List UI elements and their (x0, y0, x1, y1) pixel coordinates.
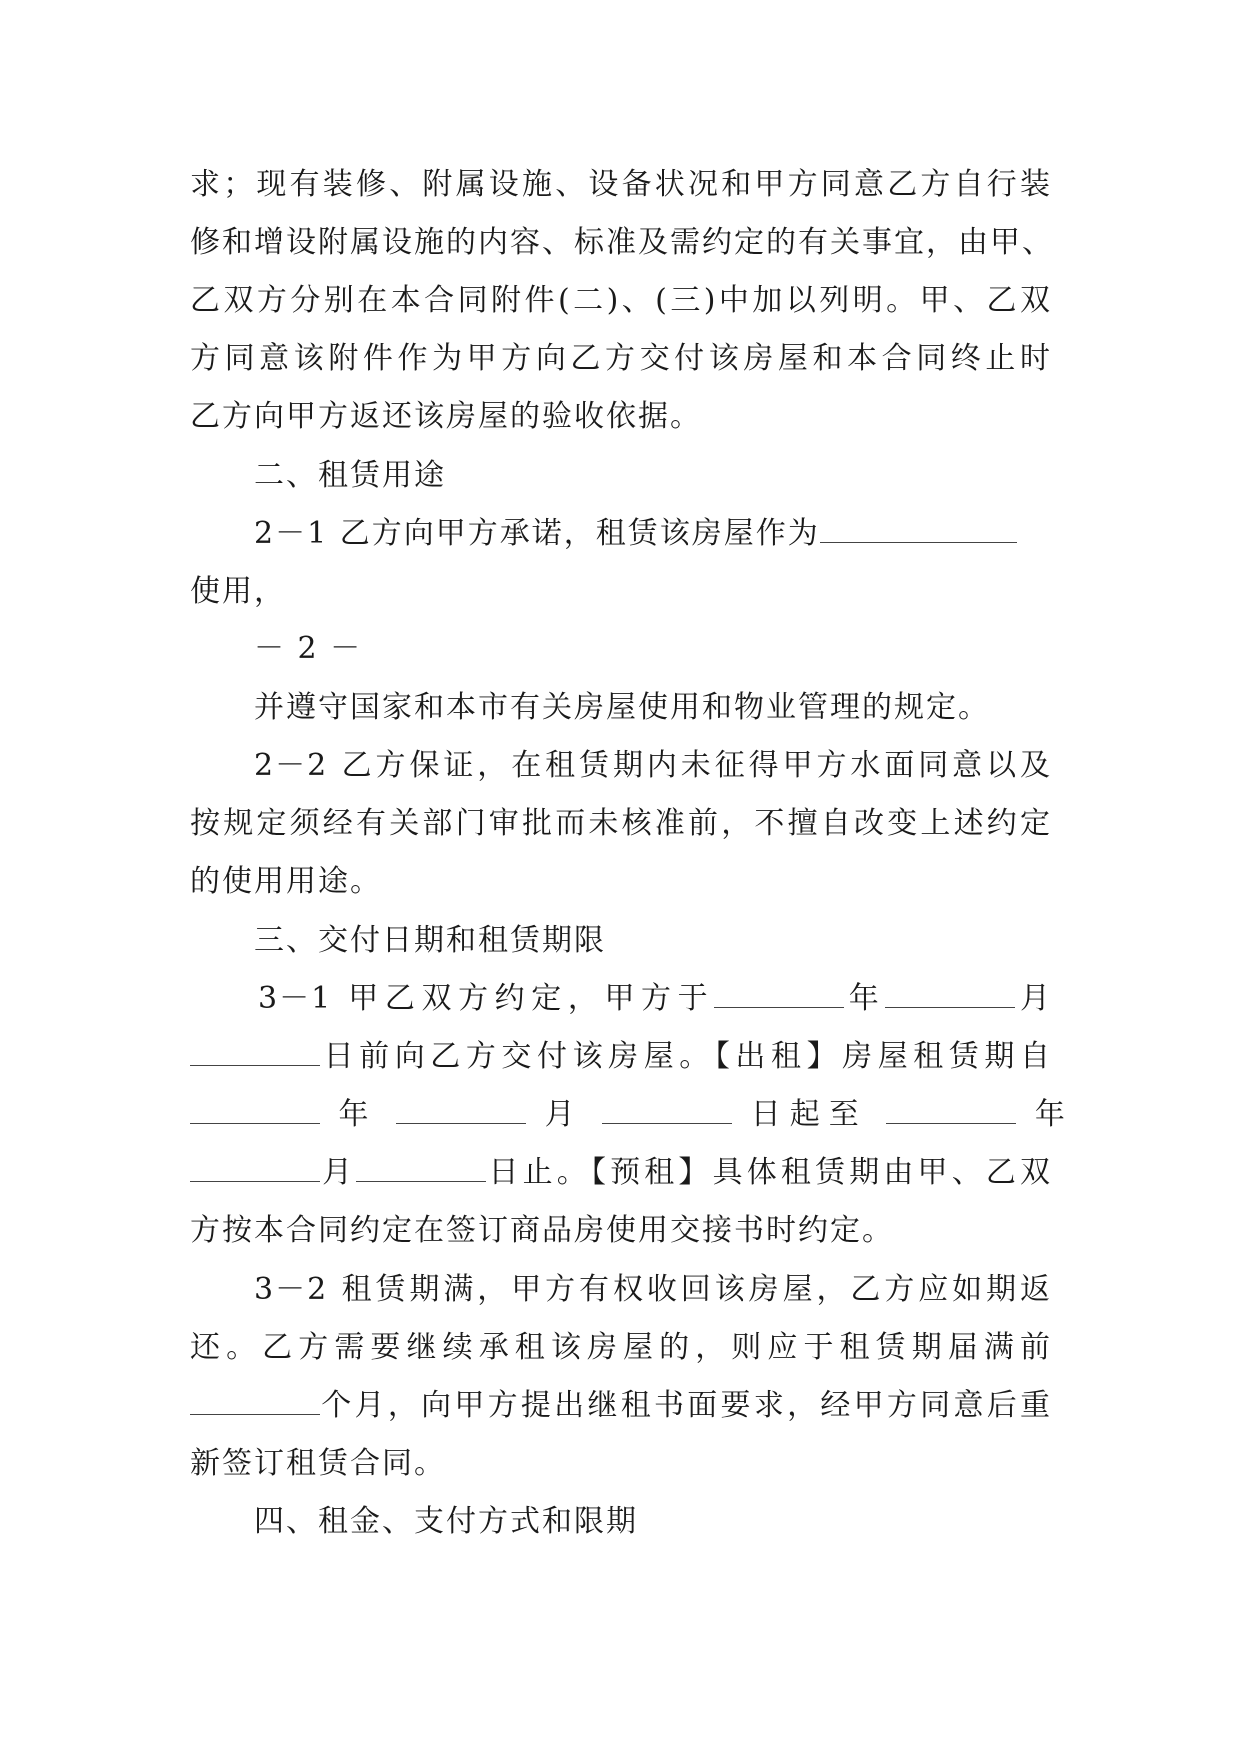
clause-2-1 (254, 512, 1052, 556)
fill-blank (356, 1151, 486, 1182)
fill-blank (190, 1035, 320, 1066)
paragraph-line: 乙方向甲方返还该房屋的验收依据。 (190, 399, 702, 434)
section-heading: 二、租赁用途 (254, 458, 446, 493)
month-label: 月 (1015, 981, 1052, 1016)
clause-3-2-line: 3－2 租赁期满，甲方有权收回该房屋，乙方应如期返 (254, 1272, 1052, 1307)
fill-blank (190, 1151, 320, 1182)
paragraph-line: 乙双方分别在本合同附件(二)、(三)中加以列明。甲、乙双 (190, 283, 1052, 318)
clause-2-1-continued: 并遵守国家和本市有关房屋使用和物业管理的规定。 (254, 690, 990, 725)
clause-3-1-line-2 (190, 1035, 1052, 1079)
clause-3-1-line-4 (190, 1151, 1052, 1195)
year-label: 年 (338, 1097, 378, 1132)
paragraph-line: 修和增设附属设施的内容、标准及需约定的有关事宜，由甲、 (190, 225, 1054, 260)
clause-2-2-line: 的使用用途。 (190, 864, 382, 899)
fill-blank (396, 1093, 526, 1124)
section-heading: 四、租金、支付方式和限期 (254, 1504, 638, 1539)
clause-3-2-line (190, 1384, 1052, 1428)
fill-blank (602, 1093, 732, 1124)
clause-text: 2－1 乙方向甲方承诺，租赁该房屋作为 (254, 516, 820, 551)
clause-text: 日前向乙方交付该房屋。【出租】房屋租赁期自 (320, 1039, 1052, 1074)
clause-3-1-line-3 (190, 1093, 1074, 1137)
fill-blank (714, 977, 844, 1008)
fill-blank (190, 1093, 320, 1124)
clause-text: 个月，向甲方提出继租书面要求，经甲方同意后重 (320, 1388, 1052, 1423)
clause-3-2-line: 新签订租赁合同。 (190, 1446, 446, 1481)
page-number: － 2 － (254, 631, 363, 666)
clause-2-2-line: 2－2 乙方保证，在租赁期内未征得甲方水面同意以及 (254, 748, 1052, 783)
fill-blank (190, 1384, 320, 1415)
month-label: 月 (320, 1155, 357, 1190)
year-label: 年 (844, 981, 886, 1016)
paragraph-line: 方同意该附件作为甲方向乙方交付该房屋和本合同终止时 (190, 341, 1052, 376)
fill-blank (820, 512, 1017, 543)
section-heading: 三、交付日期和租赁期限 (254, 923, 606, 958)
clause-text: 3－1 甲乙双方约定，甲方于 (258, 981, 715, 1016)
year-label: 年 (1034, 1097, 1074, 1132)
clause-2-1-suffix: 使用， (190, 574, 286, 609)
clause-2-2-line: 按规定须经有关部门审批而未核准前，不擅自改变上述约定 (190, 806, 1052, 841)
clause-text: 日起至 (750, 1097, 868, 1132)
clause-3-1-line-1 (258, 977, 1052, 1021)
month-label: 月 (544, 1097, 584, 1132)
clause-3-2-line: 还。乙方需要继续承租该房屋的，则应于租赁期届满前 (190, 1330, 1052, 1365)
clause-text: 日止。【预租】具体租赁期由甲、乙双 (486, 1155, 1053, 1190)
paragraph-line: 求；现有装修、附属设施、设备状况和甲方同意乙方自行装 (190, 167, 1052, 202)
clause-3-1-line-5: 方按本合同约定在签订商品房使用交接书时约定。 (190, 1213, 894, 1248)
fill-blank (885, 977, 1015, 1008)
fill-blank (886, 1093, 1016, 1124)
